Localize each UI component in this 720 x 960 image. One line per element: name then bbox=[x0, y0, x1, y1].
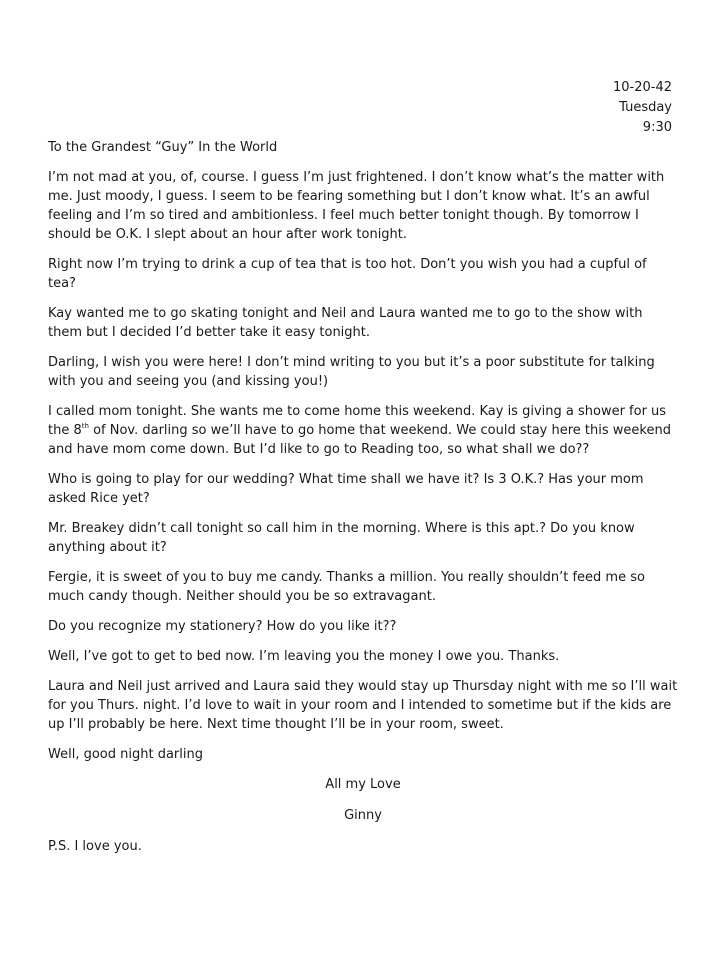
paragraph-4: Darling, I wish you were here! I don’t mind writing to you but it’s a poor substitute for talking with you and seeing you (and kissing you!) bbox=[48, 355, 655, 389]
postscript: P.S. I love you. bbox=[48, 839, 142, 854]
paragraph-5-part-b: of Nov. darling so we’ll have to go home that weekend. We could stay here this weekend and have mom come down. But I’d like to go to Reading too, so what shall we do?? bbox=[48, 423, 671, 457]
ordinal-suffix: th bbox=[81, 422, 89, 430]
paragraph-5 bbox=[48, 402, 678, 459]
paragraph-6: Who is going to play for our wedding? What time shall we have it? Is 3 O.K.? Has your mom asked Rice yet? bbox=[48, 472, 644, 506]
salutation: To the Grandest “Guy” In the World bbox=[48, 140, 278, 155]
paragraph-2: Right now I’m trying to drink a cup of tea that is too hot. Don’t you wish you had a cupful of tea? bbox=[48, 257, 647, 291]
signature: Ginny bbox=[344, 808, 382, 823]
letter-time: 9:30 bbox=[642, 120, 672, 135]
paragraph-11: Laura and Neil just arrived and Laura said they would stay up Thursday night with me so I’ll wait for you Thurs. night. I’d love to wait in your room and I intended to sometime but if the kids are up I’ll probably be here. Next time thought I’ll be in your room, sweet. bbox=[48, 679, 678, 732]
paragraph-9: Do you recognize my stationery? How do you like it?? bbox=[48, 619, 397, 634]
paragraph-8: Fergie, it is sweet of you to buy me candy. Thanks a million. You really shouldn’t feed me so much candy though. Neither should you be so extravagant. bbox=[48, 570, 645, 604]
paragraph-1: I’m not mad at you, of, course. I guess I’m just frightened. I don’t know what’s the matter with me. Just moody, I guess. I seem to be fearing something but I don’t know what. It’s an awful feeling and I’m so tired and ambitionless. I feel much better tonight though. By tomorrow I should be O.K. I slept about an hour after work tonight. bbox=[48, 170, 665, 242]
paragraph-5-part-a: I called mom tonight. She wants me to come home this weekend. Kay is giving a shower for us the 8 bbox=[48, 404, 667, 438]
date-block bbox=[48, 78, 672, 138]
paragraph-10: Well, I’ve got to get to bed now. I’m leaving you the money I owe you. Thanks. bbox=[48, 649, 560, 664]
paragraph-3: Kay wanted me to go skating tonight and Neil and Laura wanted me to go to the show with them but I decided I’d better take it easy tonight. bbox=[48, 306, 643, 340]
paragraph-7: Mr. Breakey didn’t call tonight so call him in the morning. Where is this apt.? Do you know anything about it? bbox=[48, 521, 635, 555]
paragraph-12: Well, good night darling bbox=[48, 747, 203, 762]
letter-page bbox=[48, 78, 678, 867]
letter-date: 10-20-42 bbox=[612, 80, 672, 95]
letter-day: Tuesday bbox=[619, 100, 672, 115]
closing-line: All my Love bbox=[325, 777, 401, 792]
